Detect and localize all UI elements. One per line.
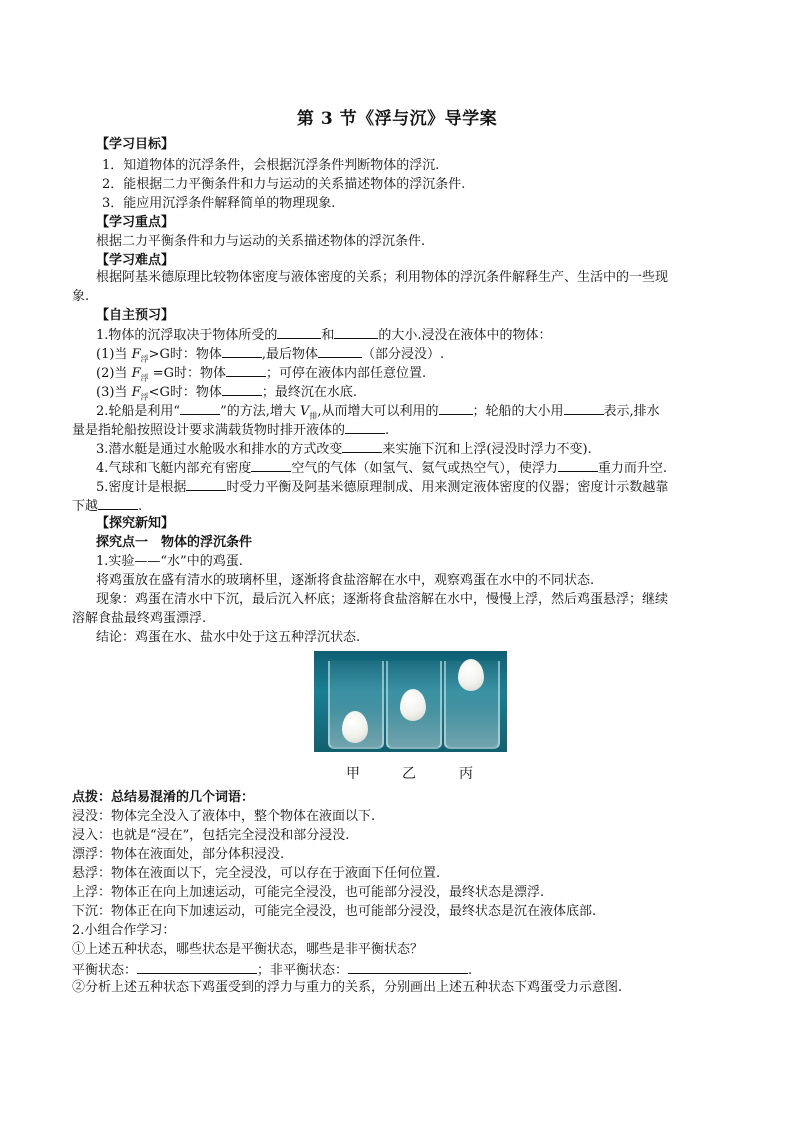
focus-text: 根据二力平衡条件和力与运动的关系描述物体的浮沉条件. [96, 234, 426, 249]
preview-q1: 1.物体的沉浮取决于物体所受的 和 的大小.浸没在液体中的物体： [96, 328, 552, 343]
balance-answer-line: 平衡状态： ；非平衡状态： . [72, 963, 473, 978]
experiment-phenomenon-cont: 溶解食盐最终鸡蛋漂浮. [72, 611, 207, 626]
preview-q3: 3.潜水艇是通过水舱吸水和排水的方式改变 来实施下沉和上浮(浸没时浮力不变). [96, 442, 592, 457]
preview-q2-cont: 量是指轮船按照设计要求满载货物时排开液体的 . [72, 423, 390, 438]
blank [180, 402, 220, 415]
blank [345, 421, 385, 434]
egg-experiment-photo [314, 651, 507, 752]
preview-case-3: (3)当 $F_浮<G$时：物体 ；最终沉在水底. [96, 385, 358, 402]
photo-label-yi: 乙 [402, 766, 416, 782]
blank [348, 961, 468, 974]
blank [318, 345, 362, 358]
difficulty-text: 根据阿基米德原理比较物体密度与液体密度的关系；利用物体的浮沉条件解释生产、生活中的一些现 [96, 270, 669, 285]
blank [186, 478, 226, 491]
blank [439, 402, 473, 415]
page-title: 第 3 节《浮与沉》导学案 [296, 109, 498, 129]
blank [251, 459, 291, 472]
difficulty-heading: 【学习难点】 [96, 253, 175, 268]
term-definition: 漂浮：物体在液面处，部分体积浸没. [72, 847, 285, 862]
explore-heading: 【探究新知】 [96, 516, 175, 531]
glass-bing [444, 661, 500, 749]
preview-q4: 4.气球和飞艇内部充有密度 空气的气体（如氢气、氦气或热空气），使浮力 重力而升空. [96, 461, 668, 476]
group-question-1: ①上述五种状态，哪些状态是平衡状态，哪些是非平衡状态？ [72, 942, 424, 957]
group-study-title: 2.小组合作学习： [72, 923, 176, 938]
focus-heading: 【学习重点】 [96, 215, 175, 230]
experiment-phenomenon: 现象：鸡蛋在清水中下沉，最后沉入杯底；逐渐将食盐溶解在水中，慢慢上浮，然后鸡蛋悬浮；继续 [96, 592, 669, 607]
term-definition: 上浮：物体正在向上加速运动，可能完全浸没，也可能部分浸没，最终状态是漂浮. [72, 885, 545, 900]
difficulty-text-cont: 象. [72, 289, 90, 304]
blank [564, 402, 604, 415]
preview-heading: 【自主预习】 [96, 308, 175, 323]
group-question-2: ②分析上述五种状态下鸡蛋受到的浮力与重力的关系，分别画出上述五种状态下鸡蛋受力示意图. [72, 980, 623, 995]
experiment-method: 将鸡蛋放在盛有清水的玻璃杯里，逐渐将食盐溶解在水中，观察鸡蛋在水中的不同状态. [96, 573, 595, 588]
blank [277, 326, 321, 339]
term-definition: 悬浮：物体在液面以下，完全浸没，可以存在于液面下任何位置. [72, 866, 441, 881]
photo-label-bing: 丙 [459, 766, 473, 782]
egg-sunk [342, 711, 368, 743]
preview-case-2: (2)当 $F_浮 =G$时：物体 ；可停在液体内部任意位置. [96, 366, 427, 383]
blank [98, 497, 138, 510]
blank [334, 326, 378, 339]
experiment-conclusion: 结论：鸡蛋在水、盐水中处于这五种浮沉状态. [96, 630, 361, 645]
term-definition: 浸没：物体完全没入了液体中，整个物体在液面以下. [72, 809, 376, 824]
preview-q5: 5.密度计是根据 时受力平衡及阿基米德原理制成、用来测定液体密度的仪器；密度计示数越靠 [96, 480, 669, 495]
experiment-title: 1.实验——“水”中的鸡蛋. [96, 554, 243, 569]
photo-label-jia: 甲 [346, 766, 360, 782]
goal-item: 2．能根据二力平衡条件和力与运动的关系描述物体的浮沉条件. [102, 177, 466, 192]
preview-case-1: (1)当 $F_浮>G$时：物体 ,最后物体 （部分浸没）. [96, 347, 445, 364]
blank [558, 459, 598, 472]
blank [222, 345, 262, 358]
egg-suspended [400, 689, 426, 721]
term-definition: 浸入：也就是“浸在”，包括完全浸没和部分浸没. [72, 828, 350, 843]
goal-item: 3．能应用沉浮条件解释简单的物理现象. [102, 196, 336, 211]
glass-jia [328, 661, 384, 749]
glass-yi [386, 661, 442, 749]
term-definition: 下沉：物体正在向下加速运动，可能完全浸没，也可能部分浸没，最终状态是沉在液体底部. [72, 904, 597, 919]
tip-heading: 点拨：总结易混淆的几个词语： [72, 790, 255, 805]
goal-item: 1．知道物体的沉浮条件，会根据沉浮条件判断物体的浮沉. [102, 158, 440, 173]
preview-q2: 2.轮船是利用“ ”的方法,增大 $V_排$,从而增大可以利用的 ；轮船的大小用 表示,排水 [96, 404, 660, 421]
explore-point: 探究点一 物体的浮沉条件 [96, 535, 253, 550]
blank [226, 364, 266, 377]
blank [222, 383, 262, 396]
blank [137, 961, 257, 974]
goals-heading: 【学习目标】 [96, 137, 175, 152]
blank [342, 440, 382, 453]
preview-q5-cont: 下越 . [72, 499, 143, 514]
egg-floating [458, 659, 484, 691]
